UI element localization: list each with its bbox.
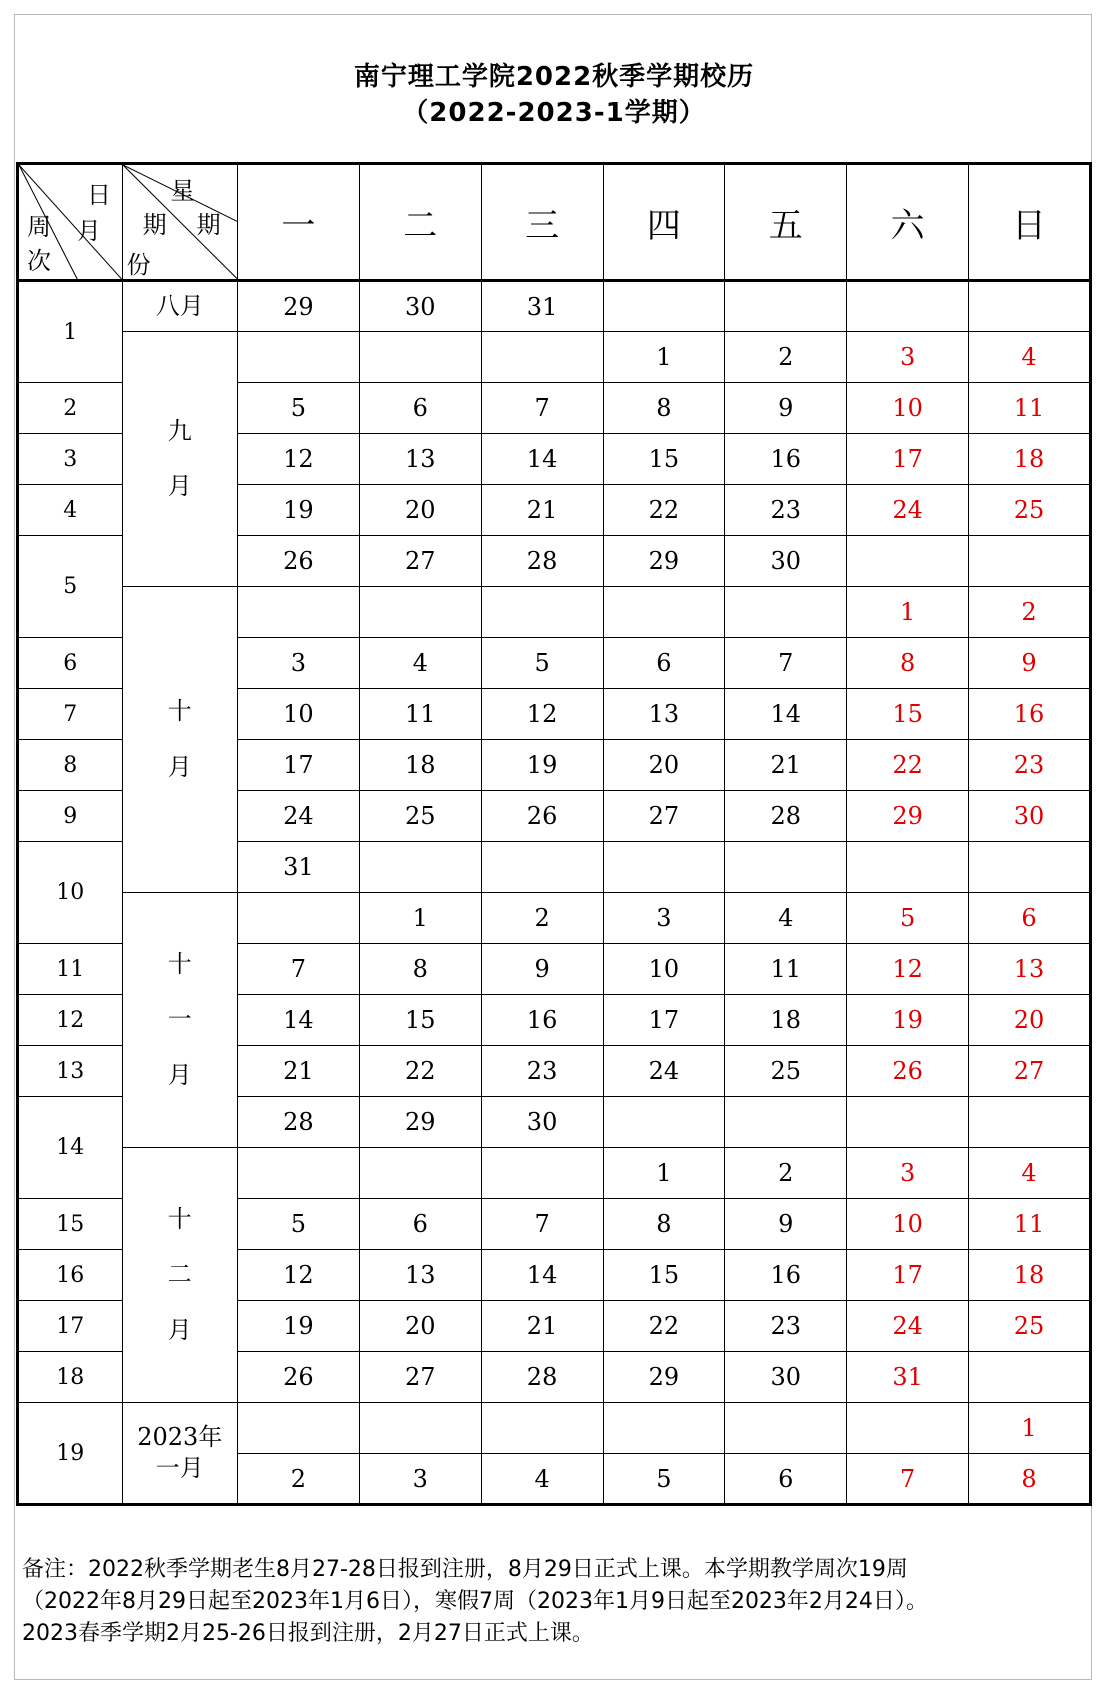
day-cell: 4 xyxy=(359,638,481,689)
day-cell: 27 xyxy=(359,1352,481,1403)
week-number-cell: 15 xyxy=(18,1199,123,1250)
week-number-cell: 8 xyxy=(18,740,123,791)
note-line-1: 备注：2022秋季学期老生8月27-28日报到注册，8月29日正式上课。本学期教学周次19周 xyxy=(22,1557,908,1582)
day-cell: 7 xyxy=(237,944,359,995)
day-cell: 9 xyxy=(969,638,1091,689)
day-cell: 29 xyxy=(847,791,969,842)
day-cell: 8 xyxy=(969,1454,1091,1505)
day-cell: 19 xyxy=(847,995,969,1046)
day-cell: 11 xyxy=(969,383,1091,434)
day-cell xyxy=(969,1352,1091,1403)
day-cell: 29 xyxy=(603,536,725,587)
day-cell: 1 xyxy=(847,587,969,638)
day-cell: 14 xyxy=(481,1250,603,1301)
day-cell: 20 xyxy=(359,1301,481,1352)
day-cell: 30 xyxy=(969,791,1091,842)
day-cell: 20 xyxy=(603,740,725,791)
day-cell: 8 xyxy=(847,638,969,689)
day-cell xyxy=(847,281,969,332)
day-cell: 17 xyxy=(237,740,359,791)
calendar-row xyxy=(18,587,1091,638)
day-cell: 26 xyxy=(481,791,603,842)
corner-label-xing: 星 xyxy=(170,177,195,205)
day-cell xyxy=(481,332,603,383)
week-number-cell: 13 xyxy=(18,1046,123,1097)
day-cell xyxy=(359,1403,481,1454)
day-cell: 13 xyxy=(359,434,481,485)
day-cell: 15 xyxy=(603,434,725,485)
day-cell: 7 xyxy=(481,383,603,434)
day-cell: 28 xyxy=(725,791,847,842)
day-cell xyxy=(603,587,725,638)
day-cell: 21 xyxy=(481,485,603,536)
day-cell: 17 xyxy=(847,1250,969,1301)
day-cell: 6 xyxy=(725,1454,847,1505)
day-cell: 16 xyxy=(725,434,847,485)
day-cell: 3 xyxy=(359,1454,481,1505)
month-char: 十 xyxy=(167,697,192,726)
day-cell: 4 xyxy=(969,1148,1091,1199)
day-cell: 15 xyxy=(359,995,481,1046)
day-cell: 21 xyxy=(481,1301,603,1352)
day-cell: 30 xyxy=(725,536,847,587)
day-cell: 14 xyxy=(481,434,603,485)
week-number-cell: 3 xyxy=(18,434,123,485)
month-cell-sep xyxy=(122,332,237,587)
day-cell: 30 xyxy=(481,1097,603,1148)
day-cell: 13 xyxy=(969,944,1091,995)
day-cell: 22 xyxy=(603,1301,725,1352)
day-cell: 1 xyxy=(603,1148,725,1199)
week-month-corner-cell xyxy=(18,164,123,281)
day-cell: 22 xyxy=(603,485,725,536)
month-char: 月 xyxy=(167,472,192,500)
day-cell: 2 xyxy=(237,1454,359,1505)
day-cell: 23 xyxy=(725,1301,847,1352)
day-cell: 26 xyxy=(237,536,359,587)
month-cell-nov xyxy=(122,893,237,1148)
week-number-cell: 17 xyxy=(18,1301,123,1352)
corner-label-yue: 月 xyxy=(77,217,101,245)
day-cell: 14 xyxy=(237,995,359,1046)
day-cell: 31 xyxy=(481,281,603,332)
day-cell xyxy=(237,587,359,638)
month-char: 月 xyxy=(167,1060,192,1089)
day-cell: 6 xyxy=(603,638,725,689)
day-cell xyxy=(969,281,1091,332)
day-cell: 31 xyxy=(847,1352,969,1403)
day-cell xyxy=(481,1403,603,1454)
day-cell xyxy=(481,1148,603,1199)
day-cell xyxy=(847,536,969,587)
day-cell xyxy=(969,1097,1091,1148)
corner-label-fen: 份 xyxy=(126,251,151,279)
day-cell: 16 xyxy=(969,689,1091,740)
day-cell xyxy=(969,842,1091,893)
day-cell: 2 xyxy=(481,893,603,944)
corner-label-qi-right: 期 xyxy=(196,211,221,239)
week-number-cell: 11 xyxy=(18,944,123,995)
day-cell: 13 xyxy=(359,1250,481,1301)
day-cell xyxy=(725,842,847,893)
day-cell: 17 xyxy=(847,434,969,485)
day-cell: 1 xyxy=(359,893,481,944)
day-cell: 25 xyxy=(969,1301,1091,1352)
note-line-2: （2022年8月29日起至2023年1月6日），寒假7周（2023年1月9日起至2023年2月24日）。 xyxy=(22,1589,928,1614)
calendar-title xyxy=(16,14,1092,162)
day-cell xyxy=(481,587,603,638)
week-number-cell: 16 xyxy=(18,1250,123,1301)
month-line: 2023年 xyxy=(137,1422,223,1451)
day-cell: 11 xyxy=(359,689,481,740)
day-cell xyxy=(725,281,847,332)
day-cell: 28 xyxy=(237,1097,359,1148)
day-cell: 3 xyxy=(847,1148,969,1199)
day-cell: 2 xyxy=(969,587,1091,638)
day-cell: 10 xyxy=(603,944,725,995)
day-cell: 1 xyxy=(969,1403,1091,1454)
day-cell: 17 xyxy=(603,995,725,1046)
week-number-cell: 1 xyxy=(18,281,123,383)
day-cell: 3 xyxy=(237,638,359,689)
day-cell: 12 xyxy=(847,944,969,995)
day-cell xyxy=(847,1097,969,1148)
day-cell: 10 xyxy=(847,1199,969,1250)
day-cell: 20 xyxy=(969,995,1091,1046)
week-number-cell: 2 xyxy=(18,383,123,434)
day-cell: 11 xyxy=(725,944,847,995)
day-cell: 19 xyxy=(237,1301,359,1352)
week-number-cell: 6 xyxy=(18,638,123,689)
week-number-cell: 9 xyxy=(18,791,123,842)
day-cell: 19 xyxy=(481,740,603,791)
day-cell: 21 xyxy=(725,740,847,791)
weekday-mon: 一 xyxy=(237,164,359,281)
month-cell-aug: 八月 xyxy=(122,281,237,332)
day-cell: 15 xyxy=(603,1250,725,1301)
day-cell: 26 xyxy=(847,1046,969,1097)
day-cell: 5 xyxy=(237,1199,359,1250)
day-cell: 8 xyxy=(603,1199,725,1250)
day-cell: 21 xyxy=(237,1046,359,1097)
day-cell: 31 xyxy=(237,842,359,893)
calendar-row xyxy=(18,281,1091,332)
day-cell: 12 xyxy=(237,434,359,485)
day-cell: 23 xyxy=(725,485,847,536)
day-cell: 25 xyxy=(969,485,1091,536)
day-cell: 27 xyxy=(359,536,481,587)
corner-label-ci: 次 xyxy=(27,247,51,275)
day-cell xyxy=(237,893,359,944)
week-number-cell: 19 xyxy=(18,1403,123,1505)
day-cell: 3 xyxy=(847,332,969,383)
day-cell: 4 xyxy=(969,332,1091,383)
day-cell: 14 xyxy=(725,689,847,740)
day-cell xyxy=(359,1148,481,1199)
month-char: 十 xyxy=(167,1205,192,1234)
month-line: 一月 xyxy=(155,1454,204,1482)
day-cell: 20 xyxy=(359,485,481,536)
day-cell: 13 xyxy=(603,689,725,740)
day-cell: 5 xyxy=(481,638,603,689)
day-cell: 19 xyxy=(237,485,359,536)
day-cell xyxy=(725,1097,847,1148)
day-cell: 29 xyxy=(603,1352,725,1403)
day-cell: 2 xyxy=(725,332,847,383)
day-cell: 18 xyxy=(725,995,847,1046)
calendar-row xyxy=(18,893,1091,944)
day-cell: 6 xyxy=(969,893,1091,944)
weekday-tue: 二 xyxy=(359,164,481,281)
day-cell xyxy=(603,842,725,893)
day-cell: 12 xyxy=(481,689,603,740)
day-cell: 9 xyxy=(725,383,847,434)
day-cell: 24 xyxy=(603,1046,725,1097)
day-cell xyxy=(359,332,481,383)
day-cell: 5 xyxy=(603,1454,725,1505)
day-cell xyxy=(481,842,603,893)
day-cell xyxy=(603,281,725,332)
day-cell: 26 xyxy=(237,1352,359,1403)
day-cell: 8 xyxy=(359,944,481,995)
day-cell: 10 xyxy=(847,383,969,434)
day-cell: 27 xyxy=(603,791,725,842)
week-number-cell: 14 xyxy=(18,1097,123,1199)
day-cell xyxy=(603,1097,725,1148)
day-cell: 24 xyxy=(237,791,359,842)
day-cell: 28 xyxy=(481,536,603,587)
day-cell: 16 xyxy=(481,995,603,1046)
day-cell: 18 xyxy=(969,1250,1091,1301)
day-cell: 7 xyxy=(847,1454,969,1505)
calendar-row xyxy=(18,332,1091,383)
corner-label-qi-left: 期 xyxy=(142,211,167,239)
day-cell: 9 xyxy=(725,1199,847,1250)
week-number-cell: 5 xyxy=(18,536,123,638)
day-cell xyxy=(847,842,969,893)
day-cell xyxy=(359,587,481,638)
weekday-fri: 五 xyxy=(725,164,847,281)
day-cell xyxy=(725,587,847,638)
day-cell: 5 xyxy=(847,893,969,944)
week-number-cell: 12 xyxy=(18,995,123,1046)
weekday-sat: 六 xyxy=(847,164,969,281)
day-cell: 8 xyxy=(603,383,725,434)
calendar-table xyxy=(16,162,1092,1506)
month-char: 九 xyxy=(167,416,192,445)
calendar-row xyxy=(18,1148,1091,1199)
day-cell xyxy=(237,1403,359,1454)
week-number-cell: 18 xyxy=(18,1352,123,1403)
weekday-sun: 日 xyxy=(969,164,1091,281)
day-cell: 10 xyxy=(237,689,359,740)
day-cell xyxy=(847,1403,969,1454)
day-cell: 9 xyxy=(481,944,603,995)
day-cell xyxy=(237,332,359,383)
note-line-3: 2023春季学期2月25-26日报到注册，2月27日正式上课。 xyxy=(22,1621,594,1646)
day-cell: 18 xyxy=(359,740,481,791)
day-cell: 24 xyxy=(847,485,969,536)
month-weekday-corner-cell xyxy=(122,164,237,281)
day-cell xyxy=(359,842,481,893)
day-cell: 28 xyxy=(481,1352,603,1403)
month-cell-oct xyxy=(122,587,237,893)
month-char: 月 xyxy=(167,752,192,781)
day-cell xyxy=(969,536,1091,587)
day-cell: 6 xyxy=(359,383,481,434)
remarks-note xyxy=(22,1554,1082,1650)
weekday-wed: 三 xyxy=(481,164,603,281)
day-cell: 5 xyxy=(237,383,359,434)
month-cell-dec xyxy=(122,1148,237,1403)
day-cell: 27 xyxy=(969,1046,1091,1097)
day-cell: 25 xyxy=(725,1046,847,1097)
day-cell: 7 xyxy=(725,638,847,689)
day-cell: 23 xyxy=(969,740,1091,791)
corner-label-ri: 日 xyxy=(87,181,111,209)
day-cell: 7 xyxy=(481,1199,603,1250)
day-cell: 16 xyxy=(725,1250,847,1301)
day-cell: 1 xyxy=(603,332,725,383)
day-cell: 22 xyxy=(359,1046,481,1097)
day-cell: 29 xyxy=(237,281,359,332)
week-number-cell: 10 xyxy=(18,842,123,944)
month-char: 月 xyxy=(167,1315,192,1344)
title-line-2: （2022-2023-1学期） xyxy=(402,98,706,128)
day-cell: 30 xyxy=(359,281,481,332)
corner-label-zhou: 周 xyxy=(27,213,51,241)
month-char: 十 xyxy=(167,950,192,979)
day-cell: 6 xyxy=(359,1199,481,1250)
day-cell: 24 xyxy=(847,1301,969,1352)
day-cell: 30 xyxy=(725,1352,847,1403)
day-cell xyxy=(725,1403,847,1454)
day-cell: 4 xyxy=(481,1454,603,1505)
weekday-thu: 四 xyxy=(603,164,725,281)
day-cell: 12 xyxy=(237,1250,359,1301)
header-row xyxy=(18,164,1091,281)
day-cell: 2 xyxy=(725,1148,847,1199)
calendar-row xyxy=(18,1403,1091,1454)
day-cell: 29 xyxy=(359,1097,481,1148)
month-cell-jan xyxy=(122,1403,237,1505)
day-cell: 22 xyxy=(847,740,969,791)
day-cell: 25 xyxy=(359,791,481,842)
day-cell: 4 xyxy=(725,893,847,944)
month-char: 一 xyxy=(167,1005,192,1034)
month-char: 二 xyxy=(167,1260,192,1289)
week-number-cell: 4 xyxy=(18,485,123,536)
day-cell: 15 xyxy=(847,689,969,740)
day-cell xyxy=(237,1148,359,1199)
day-cell: 18 xyxy=(969,434,1091,485)
day-cell: 23 xyxy=(481,1046,603,1097)
day-cell: 3 xyxy=(603,893,725,944)
week-number-cell: 7 xyxy=(18,689,123,740)
day-cell xyxy=(603,1403,725,1454)
day-cell: 11 xyxy=(969,1199,1091,1250)
title-line-1: 南宁理工学院2022秋季学期校历 xyxy=(353,62,755,92)
